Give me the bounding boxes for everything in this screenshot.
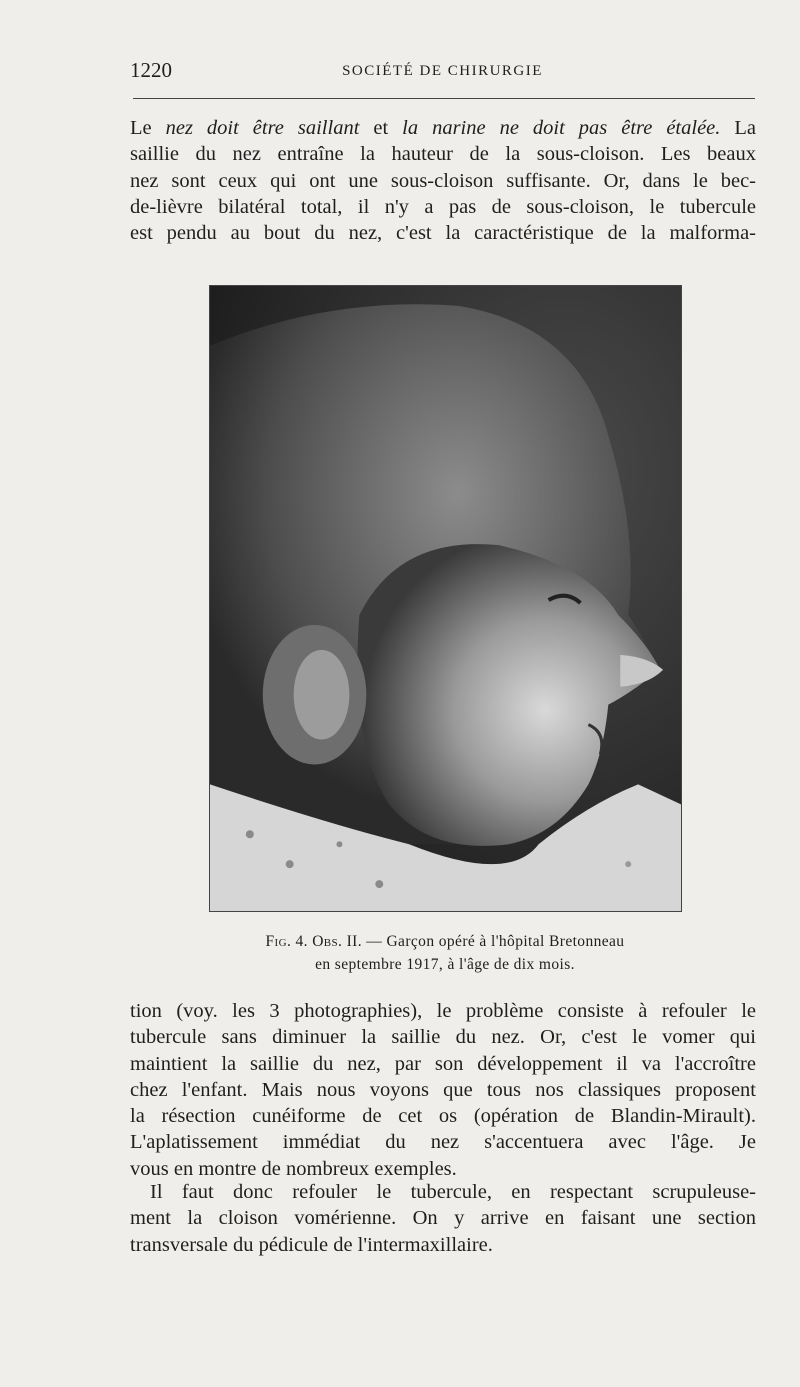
text-span: Le <box>130 117 166 139</box>
paragraph-3 <box>130 1179 756 1258</box>
page-number: 1220 <box>130 58 172 82</box>
paragraph-1 <box>130 115 756 246</box>
text-line: Il faut donc refouler le tubercule, en respectant scrupuleuse- <box>150 1181 756 1203</box>
text-line: ment la cloison vomérienne. On y arrive en faisant une section <box>130 1207 756 1230</box>
figure-label: Fig. 4. <box>265 933 308 950</box>
caption-text: — Garçon opéré à l'hôpital Bretonneau <box>362 933 625 950</box>
photo-illustration <box>210 286 681 911</box>
text-line: tubercule sans diminuer la saillie du nez. Or, c'est le vomer qui <box>130 1026 756 1049</box>
text-line: tion (voy. les 3 photographies), le problème consiste à refouler le <box>130 1000 756 1022</box>
text-line: transversale du pédicule de l'intermaxillaire. <box>130 1233 493 1256</box>
running-head <box>130 58 755 86</box>
text-line: vous en montre de nombreux exemples. <box>130 1157 457 1180</box>
text-line: la résection cunéiforme de cet os (opération de Blandin-Mirault). <box>130 1105 756 1128</box>
figure-caption-line-1 <box>150 930 740 953</box>
header-rule <box>133 98 755 99</box>
text-span: et <box>359 117 403 139</box>
text-line: chez l'enfant. Mais nous voyons que tous nos classiques proposent <box>130 1078 756 1101</box>
italic-span: la narine ne doit pas être étalée. <box>402 117 721 139</box>
journal-title: SOCIÉTÉ DE CHIRURGIE <box>342 63 543 79</box>
paragraph-2 <box>130 998 756 1182</box>
text-line: saillie du nez entraîne la hauteur de la sous-cloison. Les beaux <box>130 143 756 166</box>
figure-photo-infant-profile <box>209 285 682 912</box>
text-line: L'aplatissement immédiat du nez s'accentuera avec l'âge. Je <box>130 1131 756 1154</box>
text-line: est pendu au bout du nez, c'est la caractéristique de la malforma- <box>130 222 756 245</box>
text-line: maintient la saillie du nez, par son développement il va l'accroître <box>130 1052 756 1075</box>
text-line <box>130 115 756 141</box>
figure-caption-line-2: en septembre 1917, à l'âge de dix mois. <box>315 956 575 973</box>
text-span: La <box>720 117 757 139</box>
text-line: de-lièvre bilatéral total, il n'y a pas de sous-cloison, le tubercule <box>130 195 756 218</box>
observation-label: Obs. II. <box>312 933 362 950</box>
text-line: nez sont ceux qui ont une sous-cloison suffisante. Or, dans le bec- <box>130 169 756 192</box>
italic-span: nez doit être saillant <box>165 117 360 139</box>
